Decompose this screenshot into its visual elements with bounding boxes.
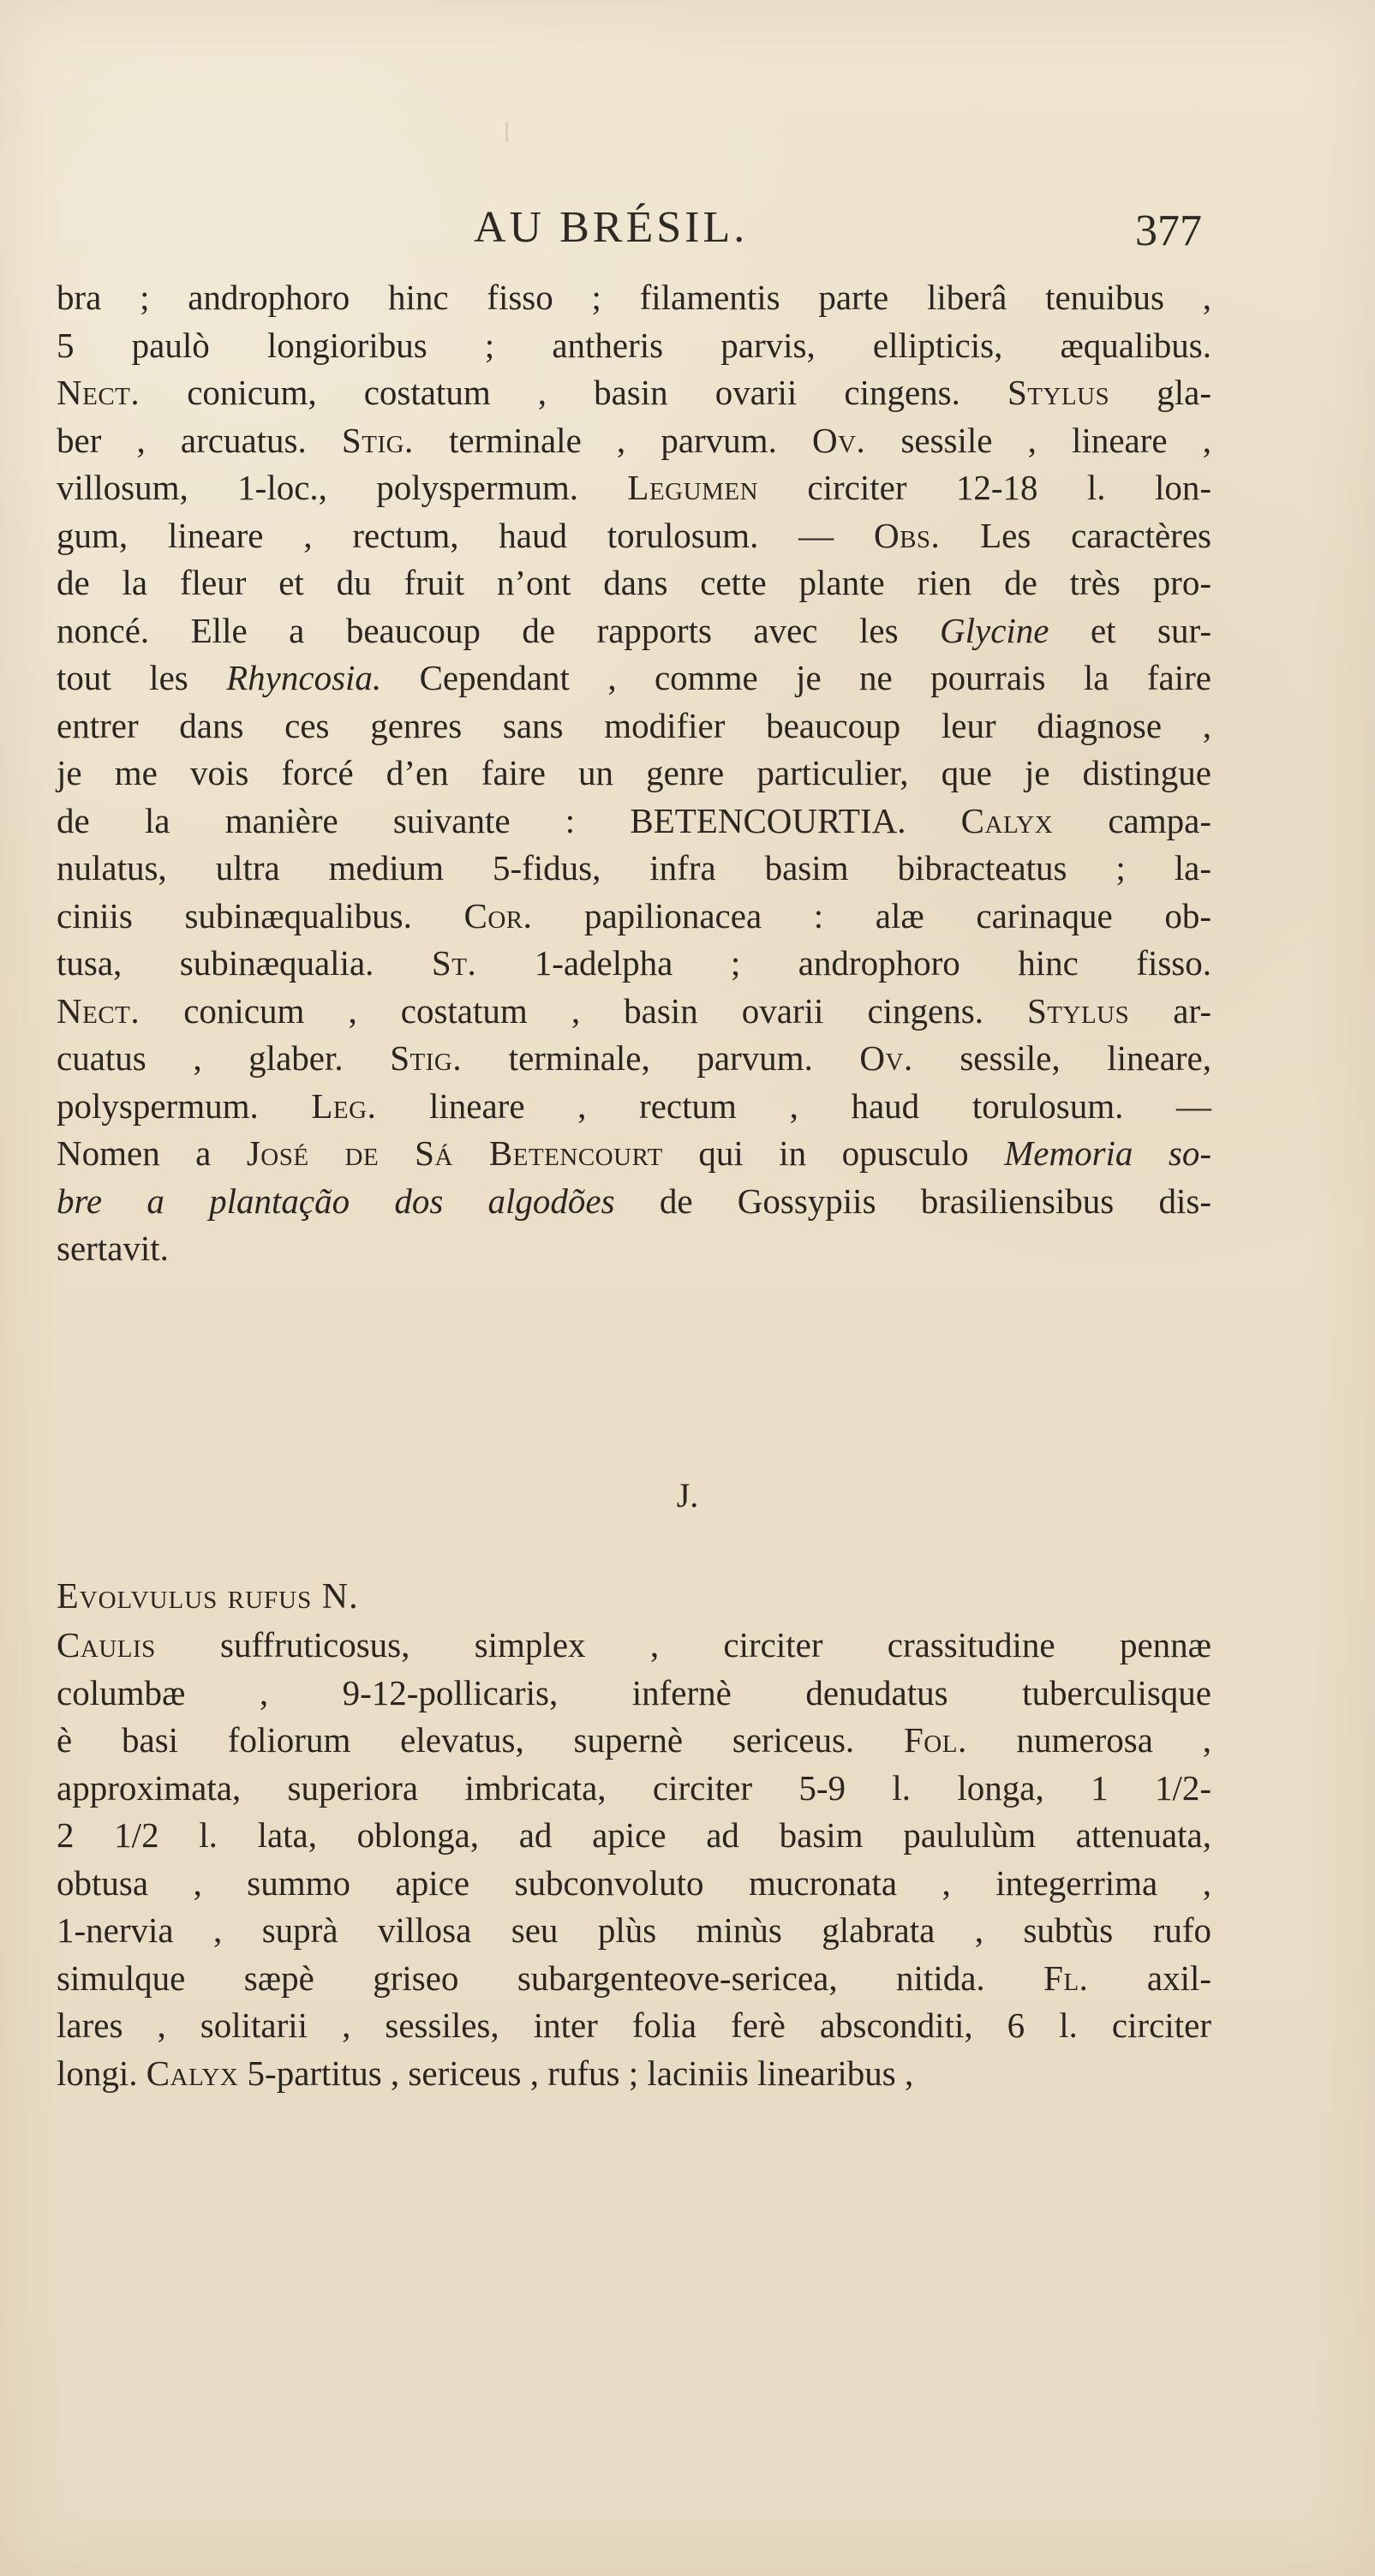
text-run: Caulis: [57, 1625, 156, 1665]
text-run: tusa, subinæqualia.: [57, 943, 432, 983]
text-line: [57, 702, 1211, 750]
text-run: suffruticosus, simplex , circiter crassitudine pennæ: [155, 1625, 1211, 1665]
text-run: Leg.: [311, 1085, 377, 1126]
text-run: Les caractères: [940, 515, 1211, 555]
text-line: [57, 2050, 1211, 2098]
text-line: [57, 1717, 1211, 1765]
text-line: [57, 417, 1211, 465]
text-line: [57, 1812, 1211, 1860]
text-run: bre a plantação dos algodões: [57, 1180, 615, 1221]
text-line: [57, 893, 1211, 941]
text-run: de la fleur et du fruit n’ont dans cette plante rien de très pro-: [57, 563, 1211, 602]
text-run: tout les: [57, 658, 227, 697]
text-run: de la manière suivante : BETENCOURTIA.: [57, 800, 961, 840]
text-run: è basi foliorum elevatus, supernè sericeus.: [57, 1720, 904, 1760]
text-line: [57, 1178, 1211, 1226]
text-run: gum, lineare , rectum, haud torulosum. —: [57, 515, 874, 555]
text-line: [57, 607, 1211, 655]
text-line: [57, 2002, 1211, 2050]
text-run: lares , solitarii , sessiles, inter folia ferè absconditi, 6 l. circiter: [57, 2005, 1211, 2045]
text-run: Nect.: [57, 373, 140, 412]
running-head: AU BRÉSIL.: [474, 203, 749, 252]
paragraph-betencourtia: [57, 274, 1211, 1273]
text-line: [57, 464, 1211, 512]
text-run: de Gossypiis brasiliensibus dis-: [614, 1180, 1211, 1221]
text-run: cuatus , glaber.: [57, 1038, 391, 1078]
text-run: et sur-: [1049, 610, 1211, 650]
text-run: villosum, 1-loc., polyspermum.: [57, 468, 628, 507]
text-run: Nect.: [57, 990, 140, 1031]
text-run: terminale , parvum.: [413, 420, 812, 460]
text-run: obtusa , summo apice subconvoluto mucronata , integerrima ,: [57, 1862, 1211, 1903]
text-run: noncé. Elle a beaucoup de rapports avec les: [57, 610, 941, 650]
text-run: 5-partitus , sericeus , rufus ; laciniis linearibus ,: [238, 2053, 914, 2093]
text-run: Rhyncosia.: [226, 658, 382, 697]
text-run: Cor.: [463, 895, 533, 935]
text-line: [57, 1035, 1211, 1083]
text-run: Memoria so-: [1004, 1133, 1211, 1173]
text-run: ciniis subinæqualibus.: [57, 895, 464, 935]
text-run: ar-: [1129, 990, 1211, 1031]
text-run: campa-: [1053, 800, 1211, 840]
text-run: 1-adelpha ; androphoro hinc fisso.: [476, 943, 1212, 983]
text-run: qui in opusculo: [662, 1133, 1005, 1173]
text-run: Ov.: [859, 1038, 913, 1078]
text-run: conicum , costatum , basin ovarii cingens.: [140, 990, 1027, 1031]
text-run: je me vois forcé d’en faire un genre particulier, que je distingue: [57, 753, 1211, 792]
text-line: [57, 1670, 1211, 1718]
species-heading: Evolvulus rufus N.: [57, 1577, 359, 1617]
text-run: columbæ , 9-12-pollicaris, infernè denudatus tuberculisque: [57, 1672, 1211, 1712]
text-run: lineare , rectum , haud torulosum. —: [376, 1085, 1211, 1126]
text-run: Legumen: [627, 468, 759, 507]
text-line: [57, 1083, 1211, 1131]
text-run: axil-: [1088, 1957, 1212, 1998]
text-run: Ov.: [811, 420, 866, 460]
text-run: entrer dans ces genres sans modifier beaucoup leur diagnose ,: [57, 705, 1211, 745]
text-run: simulque sæpè griseo subargenteove-sericea, nitida.: [57, 1957, 1044, 1998]
text-line: [57, 274, 1211, 322]
text-run: sertavit.: [57, 1228, 169, 1268]
text-run: Nomen a: [57, 1133, 247, 1173]
page-header: [0, 202, 1375, 271]
text-line: [57, 1225, 1211, 1273]
text-line: [57, 1955, 1211, 2003]
text-run: Cependant , comme je ne pourrais la faire: [381, 658, 1211, 697]
text-line: [57, 940, 1211, 988]
text-run: sessile , lineare ,: [865, 420, 1211, 460]
text-run: Stig.: [390, 1038, 463, 1078]
text-line: [57, 369, 1211, 417]
text-run: approximata, superiora imbricata, circiter 5-9 l. longa, 1 1/2-: [57, 1767, 1211, 1808]
text-run: ber , arcuatus.: [57, 420, 342, 460]
text-run: numerosa ,: [966, 1720, 1211, 1760]
text-line: [57, 322, 1211, 370]
text-run: Stylus: [1027, 990, 1130, 1031]
text-run: longi.: [57, 2053, 146, 2093]
text-run: circiter 12-18 l. lon-: [758, 468, 1211, 507]
text-run: polyspermum.: [57, 1085, 312, 1126]
text-run: 5 paulò longioribus ; antheris parvis, ellipticis, æqualibus.: [57, 325, 1211, 365]
text-line: [57, 1860, 1211, 1908]
text-run: sessile, lineare,: [912, 1038, 1211, 1078]
text-run: conicum, costatum , basin ovarii cingens.: [140, 373, 1007, 412]
text-line: [57, 845, 1211, 893]
text-run: St.: [431, 943, 477, 983]
text-run: Calyx: [146, 2053, 239, 2093]
text-line: [57, 1765, 1211, 1813]
text-line: [57, 559, 1211, 607]
text-line: [57, 750, 1211, 798]
text-run: Stylus: [1007, 373, 1110, 412]
text-line: [57, 798, 1211, 846]
page-mark: [505, 122, 508, 142]
text-run: papilionacea : alæ carinaque ob-: [532, 895, 1211, 935]
text-run: Obs.: [873, 515, 941, 555]
text-run: 1-nervia , suprà villosa seu plùs minùs glabrata , subtùs rufo: [57, 1910, 1211, 1950]
text-line: [57, 1907, 1211, 1955]
text-run: terminale, parvum.: [462, 1038, 860, 1078]
section-letter: J.: [676, 1476, 699, 1515]
text-line: [57, 512, 1211, 560]
text-run: nulatus, ultra medium 5-fidus, infra basim bibracteatus ; la-: [57, 848, 1211, 888]
text-run: Glycine: [940, 610, 1049, 650]
text-line: [57, 988, 1211, 1036]
text-run: Fl.: [1043, 1957, 1089, 1998]
page-number: 377: [1135, 206, 1202, 255]
text-run: 2 1/2 l. lata, oblonga, ad apice ad basim paululùm attenuata,: [57, 1815, 1211, 1855]
text-run: Stig.: [341, 420, 414, 460]
text-run: Calyx: [960, 800, 1054, 840]
text-run: Fol.: [904, 1720, 967, 1760]
paragraph-evolvulus: [57, 1622, 1211, 2097]
text-run: gla-: [1109, 373, 1211, 412]
text-run: José de Sá Betencourt: [246, 1133, 663, 1173]
text-line: [57, 1130, 1211, 1178]
text-run: bra ; androphoro hinc fisso ; filamentis parte liberâ tenuibus ,: [57, 278, 1211, 317]
text-line: [57, 654, 1211, 702]
text-line: [57, 1622, 1211, 1670]
